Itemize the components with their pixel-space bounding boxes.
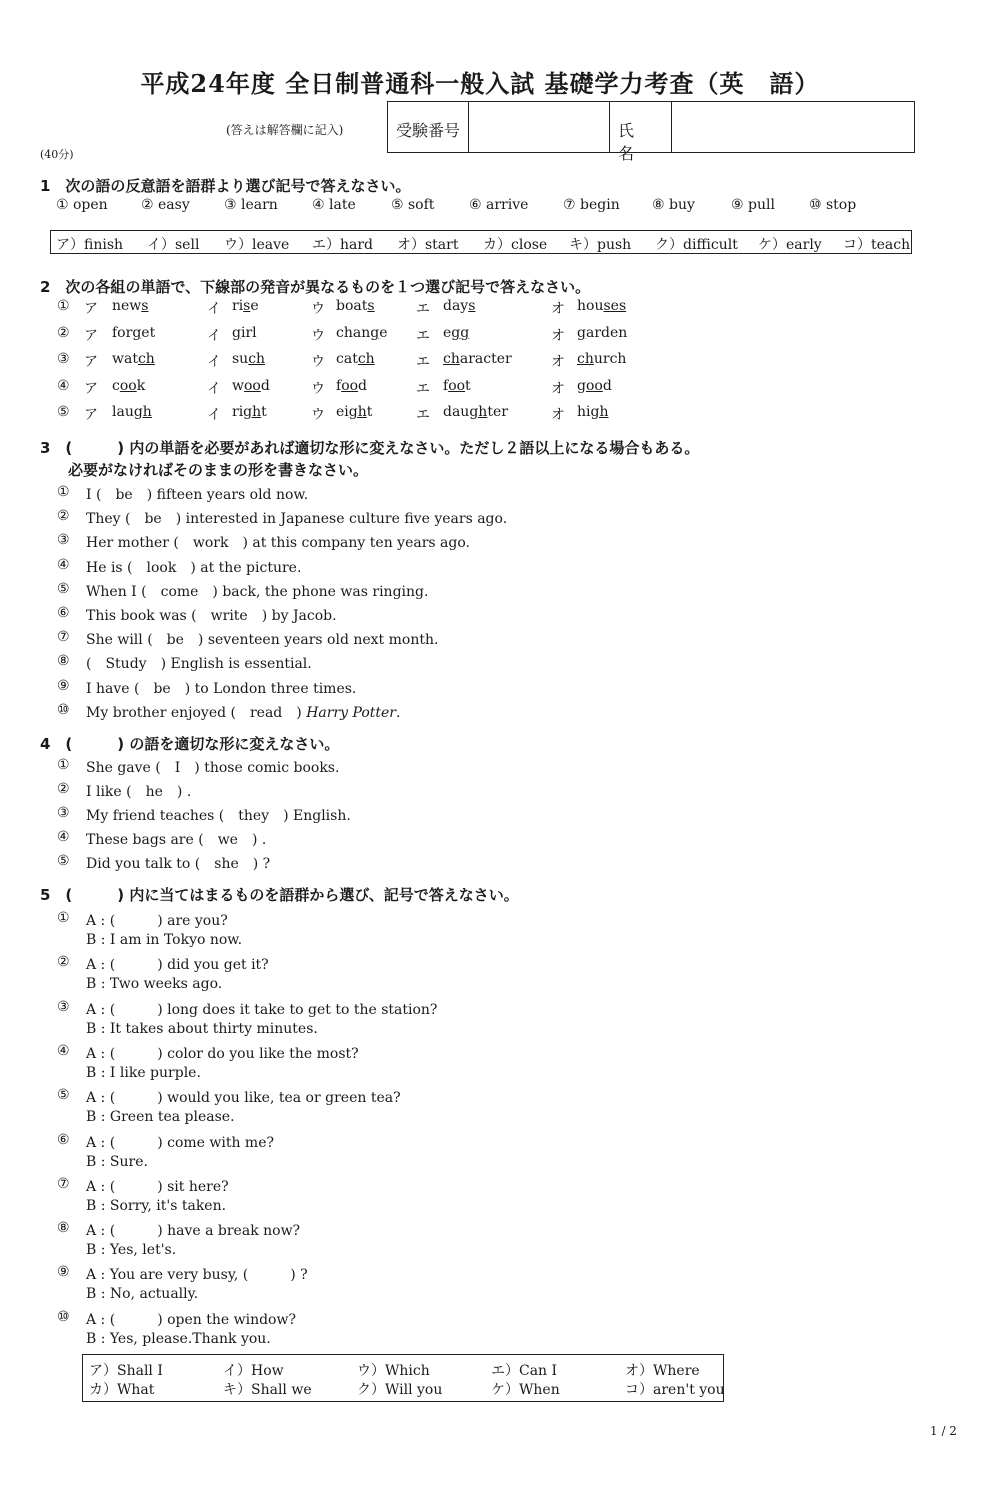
q1-item: ④ late <box>312 197 356 213</box>
name-label: 氏 名 <box>610 102 672 152</box>
word-part: ei <box>336 404 349 420</box>
q3-sentence <box>86 678 356 698</box>
q5-line-b: B : I like purple. <box>86 1064 201 1081</box>
underlined-part: gh <box>243 404 262 420</box>
q2-word <box>443 404 508 420</box>
q5-choice: ク）Will you <box>357 1382 443 1398</box>
q5-item-number: ⑥ <box>57 1131 70 1148</box>
word-part: g <box>577 378 586 394</box>
q4-sentence: I like ( he ) . <box>86 784 192 800</box>
q3-sentence <box>86 484 308 504</box>
q5-choice: ア）Shall I <box>89 1363 163 1379</box>
q5-line-b: B : No, actually. <box>86 1286 199 1303</box>
q5-line-b: B : Green tea please. <box>86 1109 235 1126</box>
q2-option-letter: エ <box>416 354 430 370</box>
q2-option-letter: エ <box>416 407 430 423</box>
q2-word <box>443 378 471 394</box>
underlined-part: g <box>370 325 380 341</box>
q1-choice: ケ）early <box>758 237 822 253</box>
sentence-text: When I ( come ) back, the phone was ringing. <box>86 583 429 600</box>
q2-word <box>336 298 375 314</box>
q4-sentence: Did you talk to ( she ) ? <box>86 856 271 872</box>
underlined-part: ch <box>357 351 375 367</box>
q4-sentence: She gave ( I ) those comic books. <box>86 760 340 776</box>
q5-line-b: B : It takes about thirty minutes. <box>86 1020 318 1037</box>
q5-line-a: A : ( ) long does it take to get to the station? <box>86 1001 438 1018</box>
q2-option-letter: オ <box>551 301 565 317</box>
q5-item-number: ④ <box>57 1042 70 1059</box>
word-part: c <box>112 378 120 394</box>
q5-line-b: B : Two weeks ago. <box>86 976 223 993</box>
word-part: wat <box>112 351 138 367</box>
q3-sentence <box>86 702 400 722</box>
q4-item-number: ⑤ <box>57 853 70 869</box>
page-number: 1 / 2 <box>930 1424 957 1438</box>
q2-word <box>443 298 475 314</box>
sentence-text: I ( be ) fifteen years old now. <box>86 487 309 503</box>
q1-item: ⑧ buy <box>652 197 695 213</box>
word-part: arden <box>585 325 628 341</box>
q1-choice: ア）finish <box>56 237 124 253</box>
q5-line-b: B : Sure. <box>86 1153 148 1170</box>
name-field[interactable] <box>672 102 914 152</box>
q2-option-letter: イ <box>207 301 221 317</box>
q5-choice-box <box>82 1354 724 1402</box>
underlined-part: gg <box>451 325 470 341</box>
q5-choice: オ）Where <box>625 1363 700 1379</box>
word-part: aracter <box>459 351 512 367</box>
word-part: t <box>261 404 267 420</box>
q3-item-number: ⑤ <box>57 580 70 597</box>
q2-row-number: ⑤ <box>57 404 70 420</box>
word-part: t <box>465 378 471 394</box>
q2-word <box>336 325 388 341</box>
q5-line-a: A : ( ) have a break now? <box>86 1223 301 1240</box>
sentence-text: I have ( be ) to London three times. <box>86 680 357 697</box>
word-part: irl <box>240 325 257 341</box>
q2-option-letter: エ <box>416 301 430 317</box>
q4-sentence: My friend teaches ( they ) English. <box>86 808 351 824</box>
q5-heading: 5 ( ) 内に当てはまるものを語群から選び、記号で答えなさい。 <box>40 886 519 904</box>
q1-item: ⑨ pull <box>731 197 775 213</box>
underlined-part: ch <box>248 351 266 367</box>
underlined-part: oo <box>119 378 137 394</box>
word-part: ri <box>232 404 244 420</box>
q3-sentence <box>86 629 438 649</box>
exam-number-field[interactable] <box>469 102 610 152</box>
word-part: for <box>112 325 133 341</box>
header-info-table <box>387 101 915 163</box>
underlined-part: g <box>577 325 586 341</box>
q2-word <box>232 325 257 341</box>
underlined-part: s <box>243 298 251 314</box>
q2-option-letter: オ <box>551 328 565 344</box>
q5-item-number: ⑩ <box>57 1308 70 1325</box>
q2-word <box>336 351 375 367</box>
q1-choice: エ）hard <box>312 237 374 253</box>
word-part: e <box>250 298 259 314</box>
q3-item-number: ⑨ <box>57 677 70 694</box>
q3-sentence <box>86 532 470 552</box>
q3-sentence <box>86 653 312 673</box>
q4-item-number: ① <box>57 757 70 773</box>
q3-item-number: ⑧ <box>57 653 70 670</box>
sentence-text: This book was ( write ) by Jacob. <box>86 608 337 624</box>
word-part: ter <box>487 404 508 420</box>
q2-option-letter: ウ <box>311 328 325 344</box>
q2-option-letter: ア <box>84 301 98 317</box>
word-part: e <box>379 325 388 341</box>
q5-choice: キ）Shall we <box>223 1382 312 1398</box>
q1-choice: コ）teach <box>843 237 911 253</box>
q2-word <box>443 351 512 367</box>
q1-item: ⑥ arrive <box>469 197 529 213</box>
word-part: e <box>443 325 452 341</box>
q1-item: ③ learn <box>224 197 278 213</box>
word-part: urch <box>593 351 627 367</box>
q5-line-b: B : Sorry, it's taken. <box>86 1197 227 1214</box>
word-part: d <box>260 378 270 394</box>
q5-line-a: A : ( ) color do you like the most? <box>86 1045 359 1062</box>
q3-item-number: ⑦ <box>57 629 70 646</box>
q3-heading: 3 ( ) 内の単語を必要があれば適切な形に変えなさい。ただし２語以上になる場合もある。 <box>40 439 700 457</box>
underlined-part: oo <box>341 378 359 394</box>
q3-sentence <box>86 557 301 577</box>
q1-item: ⑦ begin <box>563 197 620 213</box>
word-part: ri <box>232 298 244 314</box>
q2-option-letter: オ <box>551 354 565 370</box>
underlined-part: gh <box>133 404 152 420</box>
q2-option-letter: エ <box>416 381 430 397</box>
q1-choice: ク）difficult <box>655 237 738 253</box>
q2-option-letter: ウ <box>311 354 325 370</box>
q5-item-number: ① <box>57 910 70 926</box>
q1-choice: キ）push <box>569 237 632 253</box>
q1-item: ① open <box>56 197 108 213</box>
word-part: k <box>136 378 146 394</box>
underlined-part: gh <box>348 404 367 420</box>
q2-row-number: ③ <box>57 351 70 367</box>
q2-word <box>112 298 148 314</box>
word-part: d <box>358 378 368 394</box>
sentence-text: He is ( look ) at the picture. <box>86 559 302 576</box>
q4-item-number: ④ <box>57 829 70 845</box>
q2-option-letter: イ <box>207 354 221 370</box>
q2-word <box>336 404 372 420</box>
underlined-part: g <box>232 325 241 341</box>
q2-option-letter: ウ <box>311 407 325 423</box>
q5-line-a: A : ( ) sit here? <box>86 1178 229 1195</box>
q2-word <box>577 404 608 420</box>
q4-sentence: These bags are ( we ) . <box>86 832 267 848</box>
q2-option-letter: イ <box>207 407 221 423</box>
q2-option-letter: イ <box>207 381 221 397</box>
sentence-text: They ( be ) interested in Japanese culture five years ago. <box>86 511 508 528</box>
q2-option-letter: エ <box>416 328 430 344</box>
word-part: f <box>443 378 449 394</box>
q5-line-b: B : Yes, please.Thank you. <box>86 1330 271 1347</box>
q4-item-number: ③ <box>57 805 70 821</box>
q2-heading: 2 次の各組の単語で、下線部の発音が異なるものを１つ選び記号で答えなさい。 <box>40 278 591 296</box>
q2-row-number: ① <box>57 298 70 314</box>
word-part: dau <box>443 404 470 420</box>
underlined-part: oo <box>585 378 603 394</box>
word-part: w <box>232 378 244 394</box>
q2-option-letter: ア <box>84 354 98 370</box>
q5-line-a: A : ( ) come with me? <box>86 1134 275 1151</box>
q2-word <box>232 378 270 394</box>
underlined-part: s <box>367 298 375 314</box>
q4-item-number: ② <box>57 781 70 797</box>
word-part: d <box>602 378 612 394</box>
q2-word <box>443 325 469 341</box>
q5-choice: コ）aren't you <box>625 1382 725 1398</box>
q5-line-a: A : ( ) are you? <box>86 913 228 929</box>
q2-option-letter: オ <box>551 407 565 423</box>
q5-line-a: A : You are very busy, ( ) ? <box>86 1267 308 1284</box>
underlined-part: s <box>141 298 149 314</box>
q3-sentence <box>86 508 507 528</box>
word-part: lau <box>112 404 134 420</box>
q5-line-a: A : ( ) open the window? <box>86 1311 296 1328</box>
book-title: Harry Potter <box>306 704 396 721</box>
underlined-part: g <box>132 325 142 341</box>
q2-option-letter: ウ <box>311 381 325 397</box>
underlined-part: s <box>468 298 476 314</box>
q1-choice: カ）close <box>483 237 548 253</box>
q2-word <box>112 404 152 420</box>
q3-item-number: ② <box>57 508 70 525</box>
underlined-part: ses <box>603 298 627 314</box>
q2-option-letter: オ <box>551 381 565 397</box>
q5-choice: ケ）When <box>491 1382 560 1398</box>
q2-option-letter: ア <box>84 328 98 344</box>
word-part: new <box>112 298 142 314</box>
underlined-part: ch <box>577 351 594 367</box>
answer-note: (答えは解答欄に記入) <box>226 123 344 137</box>
q5-line-b: B : I am in Tokyo now. <box>86 932 243 948</box>
word-part: hou <box>577 298 604 314</box>
exam-number-label: 受験番号 <box>388 102 469 152</box>
q2-option-letter: ア <box>84 381 98 397</box>
word-part: t <box>366 404 373 420</box>
word-part: su <box>232 351 249 367</box>
q5-choice: イ）How <box>223 1363 284 1379</box>
q5-choice: ウ）Which <box>357 1363 430 1379</box>
q2-word <box>232 404 267 420</box>
page-title: 平成24年度 全日制普通科一般入試 基礎学力考査（英 語） <box>140 69 820 98</box>
q3-sentence <box>86 581 428 601</box>
word-part: et <box>141 325 156 341</box>
q5-item-number: ③ <box>57 998 70 1015</box>
q2-word <box>112 378 145 394</box>
q2-word <box>577 351 626 367</box>
sentence-text: She will ( be ) seventeen years old next month. <box>86 632 439 649</box>
q3-item-number: ① <box>57 484 70 500</box>
q5-item-number: ⑧ <box>57 1220 70 1237</box>
q2-option-letter: ウ <box>311 301 325 317</box>
q4-heading: 4 ( ) の語を適切な形に変えなさい。 <box>40 735 340 753</box>
q5-item-number: ⑦ <box>57 1175 70 1192</box>
q1-item: ② easy <box>141 197 190 213</box>
underlined-part: oo <box>243 378 261 394</box>
q5-item-number: ② <box>57 954 70 971</box>
q5-item-number: ⑨ <box>57 1264 70 1281</box>
word-part: chan <box>336 325 371 341</box>
q5-choice: カ）What <box>89 1382 155 1398</box>
word-part: f <box>336 378 342 394</box>
sentence-text: Her mother ( work ) at this company ten years ago. <box>86 535 470 552</box>
q2-word <box>112 325 155 341</box>
sentence-text: ( Study ) English is essential. <box>86 656 312 673</box>
q2-word <box>232 351 265 367</box>
q2-word <box>336 378 367 394</box>
q3-item-number: ④ <box>57 556 70 573</box>
q2-row-number: ④ <box>57 378 70 394</box>
underlined-part: oo <box>448 378 466 394</box>
q1-choice-box <box>50 230 912 254</box>
time-note: (40分) <box>40 148 74 161</box>
q3-heading-line2: 必要がなければそのままの形を書きなさい。 <box>68 461 369 479</box>
q5-choice: エ）Can I <box>491 1363 558 1379</box>
sentence-tail: . <box>396 704 401 721</box>
q2-word <box>577 325 627 341</box>
underlined-part: ch <box>443 351 460 367</box>
q3-sentence <box>86 605 337 625</box>
q1-heading: 1 次の語の反意語を語群より選び記号で答えなさい。 <box>40 177 411 195</box>
q1-item: ⑤ soft <box>391 197 435 213</box>
q2-word <box>112 351 155 367</box>
word-part: boat <box>336 298 368 314</box>
q2-option-letter: ア <box>84 407 98 423</box>
q5-line-b: B : Yes, let's. <box>86 1242 177 1259</box>
underlined-part: ch <box>137 351 155 367</box>
word-part: day <box>443 298 469 314</box>
sentence-text: My brother enjoyed ( read ) <box>86 704 307 721</box>
q5-item-number: ⑤ <box>57 1087 70 1104</box>
q5-line-a: A : ( ) would you like, tea or green tea? <box>86 1090 401 1107</box>
q1-item: ⑩ stop <box>809 197 857 213</box>
q1-choice: イ）sell <box>147 237 200 253</box>
q1-choice: ウ）leave <box>224 237 290 253</box>
q2-row-number: ② <box>57 325 70 341</box>
q2-word <box>577 378 612 394</box>
q2-option-letter: イ <box>207 328 221 344</box>
q2-word <box>232 298 259 314</box>
q2-word <box>577 298 626 314</box>
word-part: cat <box>336 351 358 367</box>
word-part: hi <box>577 404 591 420</box>
q5-line-a: A : ( ) did you get it? <box>86 957 269 974</box>
q3-item-number: ③ <box>57 532 70 549</box>
q3-item-number: ⑥ <box>57 605 70 621</box>
underlined-part: gh <box>590 404 609 420</box>
underlined-part: gh <box>469 404 488 420</box>
q1-choice: オ）start <box>397 237 459 253</box>
q3-item-number: ⑩ <box>57 701 70 718</box>
